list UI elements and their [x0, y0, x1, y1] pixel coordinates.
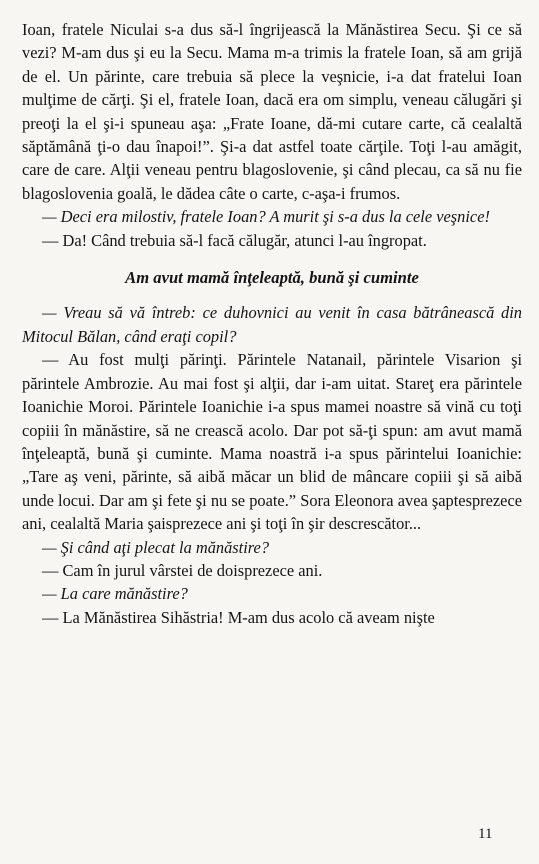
answer-paragraph: — La Mănăstirea Sihăstria! M-am dus acolo că aveam nişte — [42, 607, 435, 627]
answer-paragraph: — Cam în jurul vârstei de doisprezece ani. — [42, 560, 323, 580]
answer-paragraph: — Au fost mulţi părinţi. Părintele Natanail, părintele Visarion şi părintele Ambrozie. Au mai fost şi alţii, dar i-am uitat. Stareţ era părintele Ioanichie Moroi. Părintele Ioanichie i-a spus mamei noastre să vină cu toţi copiii în mănăstire, să ne crească acolo. Dar pot să-ţi spun: am avut mamă înţeleaptă, bună şi cuminte. Mama noastră i-a spus părintelui Ioanichie: „Tare aş veni, părinte, să aibă măcar un blid de mâncare copiii şi să aibă unde locui. Dar am şi fete şi nu se poate.” Sora Eleonora avea şaptesprezece ani, cealaltă Maria şaisprezece ani şi toţi în şir descrescător... — [22, 350, 522, 534]
question-paragraph: — Vreau să vă întreb: ce duhovnici au venit în casa bătrânească din Mitocul Bălan, când eraţi copil? — [22, 303, 522, 346]
book-page — [22, 18, 522, 629]
question-paragraph: — Deci era milostiv, fratele Ioan? A murit şi s-a dus la cele veşnice! — [42, 207, 490, 227]
paragraph: Ioan, fratele Niculai s-a dus să-l îngrijească la Mănăstirea Secu. Şi ce să vezi? M-am dus şi eu la Secu. Mama m-a trimis la fratele Ioan, să am grijă de el. Un părinte, care trebuia să plece la veşnicie, i-a dat fratelui Ioan mulţime de cărţi. Şi el, fratele Ioan, dacă era om simplu, veneau călugări şi preoţi la el şi-i spuneau aşa: „Frate Ioane, dă-mi cutare carte, că cealaltă săptămână ţi-o dau înapoi!”. Şi-a dat astfel toate cărţile. Toţi l-au amăgit, care de care. Alţii veneau pentru blagoslovenie, şi când plecau, ca să nu fie blagoslovenia goală, le dădea câte o carte, c-aşa-i frumos. — [22, 20, 522, 203]
section-heading: Am avut mamă înţeleaptă, bună şi cuminte — [125, 268, 419, 288]
question-paragraph: — Şi când aţi plecat la mănăstire? — [42, 537, 270, 557]
answer-paragraph: — Da! Când trebuia să-l facă călugăr, atunci l-au îngropat. — [42, 230, 427, 250]
page-number: 11 — [478, 826, 493, 842]
question-paragraph: — La care mănăstire? — [42, 584, 188, 604]
